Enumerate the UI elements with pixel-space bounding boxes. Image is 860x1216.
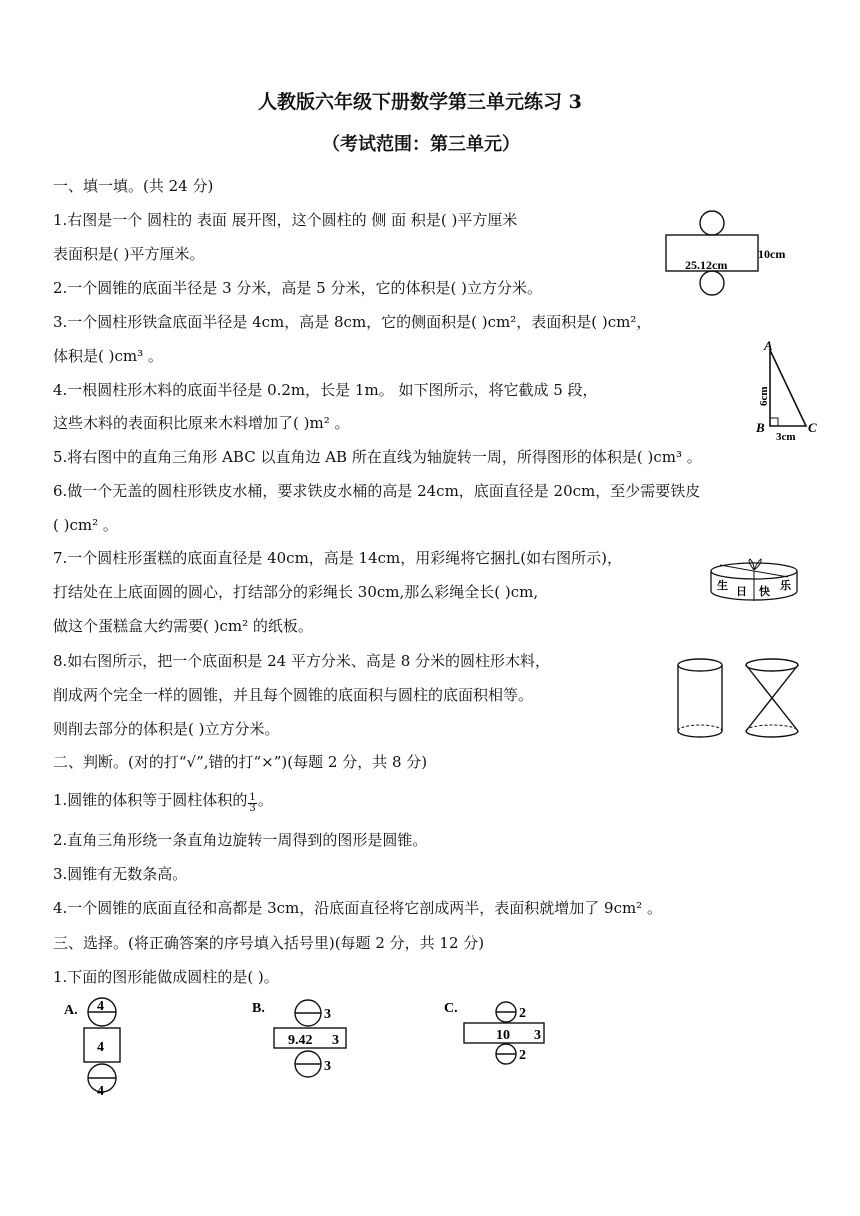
option-c-rect-width: 10: [496, 1028, 510, 1043]
fraction: [248, 793, 256, 814]
net-width-label: 25.12cm: [685, 258, 728, 272]
option-a-figure: [64, 998, 144, 1102]
s2-q2: 2.直角三角形绕一条直角边旋转一周得到的图形是圆锥。: [53, 831, 428, 849]
s1-q7-line3: 做这个蛋糕盒大约需要( )cm² 的纸板。: [53, 617, 313, 635]
s1-q4-line1: 4.一根圆柱形木料的底面半径是 0.2m，长是 1m。 如下图所示，将它截成 5 段，: [53, 381, 598, 399]
option-a-bottom-label: 4: [97, 1084, 104, 1099]
cake-char-3: 快: [759, 586, 770, 598]
cake-char-4: 乐: [780, 580, 791, 592]
s1-q5: 5.将右图中的直角三角形 ABC 以直角边 AB 所在直线为轴旋转一周，所得图形的体积是( )cm³ 。: [53, 448, 702, 466]
s2-q4: 4.一个圆锥的底面直径和高都是 3cm，沿底面直径将它剖成两半，表面积就增加了 9cm² 。: [53, 899, 662, 917]
s1-q6-line2: ( )cm² 。: [53, 516, 118, 534]
cylinder-and-cones-figure: [672, 655, 812, 741]
side-bc-label: 3cm: [776, 431, 796, 443]
option-c-top-label: 2: [519, 1006, 526, 1021]
fraction-numerator: 1: [249, 791, 256, 803]
s1-q3-line1: 3.一个圆柱形铁盒底面半径是 4cm，高是 8cm，它的侧面积是( )cm²，表面积是( )cm²，: [53, 313, 652, 331]
option-a-rect-label: 4: [97, 1040, 104, 1055]
section2-heading: 二、判断。(对的打“√”,错的打“×”)(每题 2 分，共 8 分): [53, 753, 428, 771]
option-b-bottom-label: 3: [324, 1059, 331, 1074]
option-a-top-label: 4: [97, 999, 104, 1014]
option-c-figure: [444, 998, 554, 1066]
s1-q7-line1: 7.一个圆柱形蛋糕的底面直径是 40cm，高是 14cm，用彩绳将它捆扎(如右图所示)，: [53, 549, 622, 567]
s2-q1-text: 1.圆锥的体积等于圆柱体积的: [53, 791, 248, 809]
vertex-b-label: B: [756, 420, 765, 435]
option-b-rect-width: 9.42: [288, 1033, 313, 1048]
vertex-c-label: C: [808, 420, 817, 435]
s1-q4-line2: 这些木料的表面积比原来木料增加了( )m² 。: [53, 414, 350, 432]
cake-char-2: 日: [736, 586, 747, 598]
s1-q3-line2: 体积是( )cm³ 。: [53, 347, 163, 365]
option-b-figure: [252, 998, 362, 1082]
s1-q8-line2: 削成两个完全一样的圆锥，并且每个圆锥的底面积与圆柱的底面积相等。: [53, 686, 534, 704]
net-height-label: 10cm: [758, 247, 786, 261]
birthday-cake-figure: [706, 555, 802, 607]
option-a-letter: A.: [64, 1003, 78, 1018]
s1-q2: 2.一个圆锥的底面半径是 3 分米，高是 5 分米，它的体积是( )立方分米。: [53, 279, 542, 297]
cake-char-1: 生: [717, 580, 728, 592]
s2-q1: [53, 790, 273, 814]
s1-q8-line1: 8.如右图所示，把一个底面积是 24 平方分米、高是 8 分米的圆柱形木料，: [53, 652, 551, 670]
s3-q1: 1.下面的图形能做成圆柱的是( )。: [53, 968, 279, 986]
cylinder-net-figure: [660, 208, 800, 300]
s2-q1-end: 。: [257, 791, 273, 809]
option-c-letter: C.: [444, 1001, 458, 1016]
option-c-rect-height: 3: [534, 1028, 541, 1043]
section1-heading: 一、填一填。(共 24 分): [53, 177, 214, 195]
page-title: 人教版六年级下册数学第三单元练习 3: [258, 91, 582, 113]
option-c-bottom-label: 2: [519, 1048, 526, 1063]
option-b-top-label: 3: [324, 1007, 331, 1022]
side-ab-label: 6cm: [758, 386, 770, 406]
s1-q1-line2: 表面积是( )平方厘米。: [53, 245, 205, 263]
option-b-letter: B.: [252, 1001, 265, 1016]
s1-q7-line2: 打结处在上底面圆的圆心，打结部分的彩绳长 30cm,那么彩绳全长( )cm,: [53, 583, 539, 601]
option-b-rect-height: 3: [332, 1033, 339, 1048]
s1-q1-line1: 1.右图是一个 圆柱的 表面 展开图，这个圆柱的 侧 面 积是( )平方厘米: [53, 211, 518, 229]
s1-q6-line1: 6.做一个无盖的圆柱形铁皮水桶，要求铁皮水桶的高是 24cm，底面直径是 20cm，至少需要铁皮: [53, 482, 701, 500]
triangle-abc-figure: [752, 340, 822, 444]
vertex-a-label: A: [764, 338, 773, 353]
s1-q8-line3: 则削去部分的体积是( )立方分米。: [53, 720, 280, 738]
page-subtitle: （考试范围：第三单元）: [322, 134, 520, 155]
s2-q3: 3.圆锥有无数条高。: [53, 865, 188, 883]
fraction-denominator: 3: [249, 802, 256, 814]
section3-heading: 三、选择。(将正确答案的序号填入括号里)(每题 2 分，共 12 分): [53, 934, 485, 952]
